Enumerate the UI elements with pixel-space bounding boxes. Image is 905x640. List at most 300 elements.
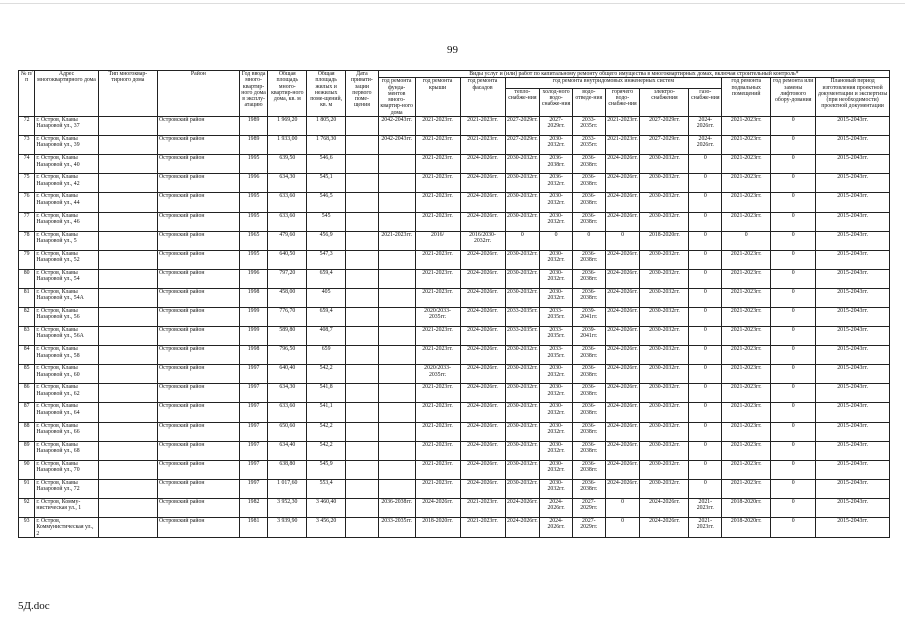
cell-residential-area: 541,1 bbox=[307, 403, 346, 422]
cell-gas: 2024-2026гг. bbox=[689, 117, 722, 136]
cell-privatization bbox=[346, 288, 379, 307]
cell-cold-water: 2030-2032гг. bbox=[540, 288, 573, 307]
cell-elevator: 0 bbox=[771, 365, 816, 384]
cell-elevator: 0 bbox=[771, 269, 816, 288]
cell-electricity: 2024-2026гг. bbox=[640, 498, 689, 517]
cell-roof: 2021-2023гг. bbox=[415, 136, 460, 155]
cell-privatization bbox=[346, 441, 379, 460]
cell-house-type bbox=[98, 327, 157, 346]
cell-district: Островский район bbox=[158, 518, 240, 538]
cell-roof: 2021-2023гг. bbox=[415, 346, 460, 365]
cell-electricity: 2018-2020гг. bbox=[640, 231, 689, 250]
cell-hot-water: 2024-2026гг. bbox=[605, 327, 640, 346]
cell-house-type bbox=[98, 117, 157, 136]
cell-facade: 2024-2026гг. bbox=[460, 384, 505, 403]
cell-foundation bbox=[378, 212, 415, 231]
cell-total-area: 634,30 bbox=[268, 174, 307, 193]
cell-foundation bbox=[378, 384, 415, 403]
cell-gas: 0 bbox=[689, 365, 722, 384]
cell-electricity: 2030-2032гг. bbox=[640, 441, 689, 460]
cell-planned: 2015-2043гг. bbox=[816, 155, 890, 174]
cell-heat: 2030-2032гг. bbox=[505, 365, 540, 384]
cell-planned: 2015-2043гг. bbox=[816, 498, 890, 517]
cell-address: г. Остров, Коммунистическая ул., 2 bbox=[35, 518, 98, 538]
cell-residential-area: 545,9 bbox=[307, 460, 346, 479]
cell-year: 1989 bbox=[239, 117, 268, 136]
cell-planned: 2015-2043гг. bbox=[816, 346, 890, 365]
cell-hot-water: 2024-2026гг. bbox=[605, 174, 640, 193]
cell-roof: 2021-2023гг. bbox=[415, 155, 460, 174]
cell-elevator: 0 bbox=[771, 308, 816, 327]
cell-num: 88 bbox=[19, 422, 35, 441]
cell-cold-water: 2030-2032гг. bbox=[540, 193, 573, 212]
cell-total-area: 776,70 bbox=[268, 308, 307, 327]
cell-year: 1997 bbox=[239, 422, 268, 441]
cell-cold-water: 2036-2038гг. bbox=[540, 155, 573, 174]
cell-address: г. Остров, Клавы Назаровой ул., 66 bbox=[35, 422, 98, 441]
cell-cold-water: 2030-2032гг. bbox=[540, 441, 573, 460]
cell-roof: 2018-2020гг. bbox=[415, 518, 460, 538]
cell-address: г. Остров, Клавы Назаровой ул., 60 bbox=[35, 365, 98, 384]
cell-heat: 2030-2032гг. bbox=[505, 346, 540, 365]
cell-foundation bbox=[378, 174, 415, 193]
cell-facade: 2024-2026гг. bbox=[460, 346, 505, 365]
cell-address: г. Остров, Комму-нистическая ул., 1 bbox=[35, 498, 98, 517]
cell-planned: 2015-2043гг. bbox=[816, 193, 890, 212]
cell-district: Островский район bbox=[158, 460, 240, 479]
cell-total-area: 634,40 bbox=[268, 441, 307, 460]
col-gas: газо-снабже-ния bbox=[689, 88, 722, 116]
cell-hot-water: 2021-2023гг. bbox=[605, 117, 640, 136]
cell-roof: 2021-2023гг. bbox=[415, 384, 460, 403]
table-row bbox=[19, 384, 890, 403]
cell-foundation bbox=[378, 327, 415, 346]
cell-hot-water: 2024-2026гг. bbox=[605, 250, 640, 269]
cell-year: 1995 bbox=[239, 250, 268, 269]
cell-residential-area: 542,2 bbox=[307, 365, 346, 384]
cell-electricity: 2027-2029гг. bbox=[640, 136, 689, 155]
cell-facade: 2024-2026гг. bbox=[460, 250, 505, 269]
cell-total-area: 633,60 bbox=[268, 193, 307, 212]
cell-cold-water: 2024-2026гг. bbox=[540, 498, 573, 517]
footer-filename: 5Д.doc bbox=[18, 600, 50, 612]
cell-residential-area: 545 bbox=[307, 212, 346, 231]
cell-address: г. Остров, Клавы Назаровой ул., 44 bbox=[35, 193, 98, 212]
cell-planned: 2015-2043гг. bbox=[816, 308, 890, 327]
cell-cold-water: 2030-2032гг. bbox=[540, 384, 573, 403]
cell-planned: 2015-2043гг. bbox=[816, 441, 890, 460]
cell-elevator: 0 bbox=[771, 518, 816, 538]
cell-total-area: 640,40 bbox=[268, 365, 307, 384]
cell-drainage: 2036-2038гг. bbox=[572, 403, 605, 422]
cell-basement: 2021-2023гг. bbox=[722, 308, 771, 327]
cell-num: 87 bbox=[19, 403, 35, 422]
cell-gas: 0 bbox=[689, 269, 722, 288]
cell-residential-area: 659 bbox=[307, 346, 346, 365]
table-row bbox=[19, 250, 890, 269]
cell-year: 1965 bbox=[239, 231, 268, 250]
cell-facade: 2024-2026гг. bbox=[460, 327, 505, 346]
cell-privatization bbox=[346, 212, 379, 231]
cell-elevator: 0 bbox=[771, 479, 816, 498]
cell-privatization bbox=[346, 479, 379, 498]
cell-electricity: 2030-2032гг. bbox=[640, 174, 689, 193]
cell-district: Островский район bbox=[158, 403, 240, 422]
cell-planned: 2015-2043гг. bbox=[816, 365, 890, 384]
cell-cold-water: 2033-2035гг. bbox=[540, 327, 573, 346]
cell-privatization bbox=[346, 498, 379, 517]
cell-basement: 2021-2023гг. bbox=[722, 346, 771, 365]
cell-house-type bbox=[98, 288, 157, 307]
cell-residential-area: 1 805,20 bbox=[307, 117, 346, 136]
cell-address: г. Остров, Клавы Назаровой ул., 70 bbox=[35, 460, 98, 479]
col-group-engineering: год ремонта внутридомовых инженерных систем bbox=[505, 78, 722, 88]
cell-gas: 2024-2026гг. bbox=[689, 136, 722, 155]
cell-drainage: 2027-2029гг. bbox=[572, 518, 605, 538]
cell-residential-area: 541,8 bbox=[307, 384, 346, 403]
cell-privatization bbox=[346, 460, 379, 479]
cell-elevator: 0 bbox=[771, 136, 816, 155]
cell-facade: 2024-2026гг. bbox=[460, 479, 505, 498]
cell-privatization bbox=[346, 327, 379, 346]
cell-electricity: 2030-2032гг. bbox=[640, 250, 689, 269]
cell-basement: 2021-2023гг. bbox=[722, 327, 771, 346]
cell-num: 86 bbox=[19, 384, 35, 403]
cell-planned: 2015-2043гг. bbox=[816, 231, 890, 250]
cell-electricity: 2030-2032гг. bbox=[640, 384, 689, 403]
cell-total-area: 3 952,30 bbox=[268, 498, 307, 517]
cell-drainage: 2036-2038гг. bbox=[572, 460, 605, 479]
cell-basement: 2021-2023гг. bbox=[722, 288, 771, 307]
cell-cold-water: 2033-2035гг. bbox=[540, 308, 573, 327]
cell-house-type bbox=[98, 346, 157, 365]
cell-num: 80 bbox=[19, 269, 35, 288]
cell-year: 1997 bbox=[239, 403, 268, 422]
cell-facade: 2024-2026гг. bbox=[460, 422, 505, 441]
table-row bbox=[19, 231, 890, 250]
cell-planned: 2015-2043гг. bbox=[816, 422, 890, 441]
cell-total-area: 633,60 bbox=[268, 403, 307, 422]
cell-district: Островский район bbox=[158, 346, 240, 365]
cell-elevator: 0 bbox=[771, 403, 816, 422]
cell-elevator: 0 bbox=[771, 174, 816, 193]
cell-drainage: 0 bbox=[572, 231, 605, 250]
cell-facade: 2024-2026гг. bbox=[460, 365, 505, 384]
table-body bbox=[19, 117, 890, 538]
col-year: Год ввода много-квартир-ного дома в эксплу-атацию bbox=[239, 71, 268, 117]
cell-basement: 2021-2023гг. bbox=[722, 365, 771, 384]
cell-heat: 2030-2032гг. bbox=[505, 250, 540, 269]
col-electricity: электро-снабжения bbox=[640, 88, 689, 116]
cell-electricity: 2030-2032гг. bbox=[640, 460, 689, 479]
cell-year: 1996 bbox=[239, 269, 268, 288]
cell-heat: 2033-2035гг. bbox=[505, 327, 540, 346]
cell-district: Островский район bbox=[158, 231, 240, 250]
cell-roof: 2021-2023гг. bbox=[415, 327, 460, 346]
cell-address: г. Остров, Клавы Назаровой ул., 62 bbox=[35, 384, 98, 403]
table-row bbox=[19, 441, 890, 460]
cell-roof: 2021-2023гг. bbox=[415, 403, 460, 422]
cell-gas: 0 bbox=[689, 231, 722, 250]
cell-cold-water: 2030-2032гг. bbox=[540, 250, 573, 269]
cell-basement: 2021-2023гг. bbox=[722, 250, 771, 269]
cell-total-area: 640,50 bbox=[268, 250, 307, 269]
cell-address: г. Остров, Клавы Назаровой ул., 42 bbox=[35, 174, 98, 193]
cell-basement: 2021-2023гг. bbox=[722, 269, 771, 288]
cell-gas: 0 bbox=[689, 460, 722, 479]
cell-cold-water: 2030-2032гг. bbox=[540, 422, 573, 441]
cell-residential-area: 546,6 bbox=[307, 155, 346, 174]
cell-foundation bbox=[378, 269, 415, 288]
cell-electricity: 2027-2029гг. bbox=[640, 117, 689, 136]
cell-electricity: 2030-2032гг. bbox=[640, 193, 689, 212]
cell-electricity: 2030-2032гг. bbox=[640, 155, 689, 174]
cell-residential-area: 547,3 bbox=[307, 250, 346, 269]
cell-cold-water: 2030-2032гг. bbox=[540, 136, 573, 155]
cell-roof: 2024-2026гг. bbox=[415, 498, 460, 517]
cell-cold-water: 2030-2032гг. bbox=[540, 365, 573, 384]
table-row bbox=[19, 346, 890, 365]
cell-privatization bbox=[346, 308, 379, 327]
cell-num: 74 bbox=[19, 155, 35, 174]
cell-year: 1998 bbox=[239, 346, 268, 365]
cell-house-type bbox=[98, 212, 157, 231]
cell-roof: 2021-2023гг. bbox=[415, 288, 460, 307]
cell-total-area: 797,20 bbox=[268, 269, 307, 288]
cell-house-type bbox=[98, 174, 157, 193]
cell-facade: 2024-2026гг. bbox=[460, 288, 505, 307]
cell-district: Островский район bbox=[158, 117, 240, 136]
cell-house-type bbox=[98, 365, 157, 384]
cell-num: 73 bbox=[19, 136, 35, 155]
cell-gas: 0 bbox=[689, 441, 722, 460]
cell-privatization bbox=[346, 365, 379, 384]
cell-district: Островский район bbox=[158, 136, 240, 155]
cell-heat: 2030-2032гг. bbox=[505, 460, 540, 479]
cell-total-area: 479,60 bbox=[268, 231, 307, 250]
cell-elevator: 0 bbox=[771, 155, 816, 174]
cell-address: г. Остров, Клавы Назаровой ул., 54А bbox=[35, 288, 98, 307]
cell-address: г. Остров, Клавы Назаровой ул., 56А bbox=[35, 327, 98, 346]
cell-planned: 2015-2043гг. bbox=[816, 384, 890, 403]
cell-year: 1998 bbox=[239, 288, 268, 307]
cell-address: г. Остров, Клавы Назаровой ул., 52 bbox=[35, 250, 98, 269]
cell-total-area: 1 933,00 bbox=[268, 136, 307, 155]
cell-total-area: 796,50 bbox=[268, 346, 307, 365]
cell-foundation bbox=[378, 403, 415, 422]
cell-privatization bbox=[346, 403, 379, 422]
cell-heat: 2030-2032гг. bbox=[505, 155, 540, 174]
cell-num: 82 bbox=[19, 308, 35, 327]
cell-drainage: 2036-2038гг. bbox=[572, 288, 605, 307]
cell-gas: 0 bbox=[689, 327, 722, 346]
cell-facade: 2021-2023гг. bbox=[460, 136, 505, 155]
cell-basement: 2021-2023гг. bbox=[722, 384, 771, 403]
cell-residential-area: 3 460,40 bbox=[307, 498, 346, 517]
cell-house-type bbox=[98, 384, 157, 403]
cell-house-type bbox=[98, 460, 157, 479]
cell-total-area: 1 969,20 bbox=[268, 117, 307, 136]
cell-heat: 0 bbox=[505, 231, 540, 250]
cell-basement: 2021-2023гг. bbox=[722, 117, 771, 136]
cell-hot-water: 0 bbox=[605, 231, 640, 250]
col-residential-area: Общая площадь жилых и нежилых поме-щений, кв. м bbox=[307, 71, 346, 117]
cell-foundation bbox=[378, 155, 415, 174]
cell-basement: 2021-2023гг. bbox=[722, 155, 771, 174]
cell-year: 1982 bbox=[239, 498, 268, 517]
cell-foundation: 2042-2043гг. bbox=[378, 117, 415, 136]
cell-house-type bbox=[98, 193, 157, 212]
cell-electricity: 2030-2032гг. bbox=[640, 365, 689, 384]
cell-gas: 0 bbox=[689, 174, 722, 193]
cell-planned: 2015-2043гг. bbox=[816, 250, 890, 269]
cell-facade: 2024-2026гг. bbox=[460, 212, 505, 231]
cell-year: 1997 bbox=[239, 384, 268, 403]
table-row bbox=[19, 193, 890, 212]
cell-electricity: 2030-2032гг. bbox=[640, 422, 689, 441]
col-privatization: Дата привати-зации первого поме-щения bbox=[346, 71, 379, 117]
cell-year: 1981 bbox=[239, 518, 268, 538]
cell-foundation bbox=[378, 193, 415, 212]
cell-drainage: 2036-2038гг. bbox=[572, 422, 605, 441]
cell-elevator: 0 bbox=[771, 422, 816, 441]
cell-drainage: 2033-2035гг. bbox=[572, 117, 605, 136]
cell-heat: 2024-2026гг. bbox=[505, 518, 540, 538]
table-row bbox=[19, 269, 890, 288]
cell-gas: 0 bbox=[689, 422, 722, 441]
cell-basement: 2018-2020гг. bbox=[722, 498, 771, 517]
cell-address: г. Остров, Клавы Назаровой ул., 56 bbox=[35, 308, 98, 327]
cell-total-area: 633,60 bbox=[268, 212, 307, 231]
cell-hot-water: 0 bbox=[605, 518, 640, 538]
col-house-type: Тип многоквар-тирного дома bbox=[98, 71, 157, 117]
cell-planned: 2015-2043гг. bbox=[816, 212, 890, 231]
cell-roof: 2020/2033-2035гг. bbox=[415, 308, 460, 327]
cell-total-area: 638,80 bbox=[268, 460, 307, 479]
cell-residential-area: 3 456,20 bbox=[307, 518, 346, 538]
cell-heat: 2030-2032гг. bbox=[505, 174, 540, 193]
cell-facade: 2024-2026гг. bbox=[460, 269, 505, 288]
cell-foundation: 2036-2038гг. bbox=[378, 498, 415, 517]
cell-electricity: 2030-2032гг. bbox=[640, 269, 689, 288]
cell-roof: 2021-2023гг. bbox=[415, 422, 460, 441]
col-foundation: год ремонта фунда-ментов много-квартир-ного дома bbox=[378, 78, 415, 117]
cell-electricity: 2030-2032гг. bbox=[640, 327, 689, 346]
cell-hot-water: 2024-2026гг. bbox=[605, 346, 640, 365]
cell-total-area: 650,60 bbox=[268, 422, 307, 441]
cell-roof: 2021-2023гг. bbox=[415, 250, 460, 269]
cell-hot-water: 2024-2026гг. bbox=[605, 479, 640, 498]
cell-roof: 2021-2023гг. bbox=[415, 269, 460, 288]
cell-drainage: 2036-2038гг. bbox=[572, 212, 605, 231]
cell-district: Островский район bbox=[158, 174, 240, 193]
cell-roof: 2020/2033-2035гг. bbox=[415, 365, 460, 384]
cell-drainage: 2039-2041гг. bbox=[572, 327, 605, 346]
cell-elevator: 0 bbox=[771, 346, 816, 365]
cell-district: Островский район bbox=[158, 308, 240, 327]
cell-drainage: 2036-2038гг. bbox=[572, 174, 605, 193]
cell-heat: 2030-2032гг. bbox=[505, 384, 540, 403]
cell-drainage: 2036-2038гг. bbox=[572, 479, 605, 498]
cell-heat: 2033-2035гг. bbox=[505, 308, 540, 327]
cell-year: 1997 bbox=[239, 365, 268, 384]
cell-district: Островский район bbox=[158, 155, 240, 174]
cell-basement: 2021-2023гг. bbox=[722, 441, 771, 460]
cell-facade: 2024-2026гг. bbox=[460, 174, 505, 193]
cell-residential-area: 659,4 bbox=[307, 269, 346, 288]
table-header bbox=[19, 71, 890, 117]
cell-planned: 2015-2043гг. bbox=[816, 460, 890, 479]
cell-address: г. Остров, Клавы Назаровой ул., 64 bbox=[35, 403, 98, 422]
cell-num: 76 bbox=[19, 193, 35, 212]
cell-heat: 2024-2026гг. bbox=[505, 498, 540, 517]
cell-gas: 2021-2023гг. bbox=[689, 518, 722, 538]
cell-hot-water: 2024-2026гг. bbox=[605, 460, 640, 479]
cell-cold-water: 2036-2032гг. bbox=[540, 174, 573, 193]
cell-num: 89 bbox=[19, 441, 35, 460]
col-elevator: год ремонта или замены лифтового обору-дования bbox=[771, 78, 816, 117]
cell-foundation bbox=[378, 422, 415, 441]
cell-house-type bbox=[98, 250, 157, 269]
cell-privatization bbox=[346, 174, 379, 193]
cell-heat: 2030-2032гг. bbox=[505, 193, 540, 212]
cell-elevator: 0 bbox=[771, 250, 816, 269]
cell-roof: 2021-2023гг. bbox=[415, 193, 460, 212]
cell-num: 72 bbox=[19, 117, 35, 136]
cell-basement: 2021-2023гг. bbox=[722, 479, 771, 498]
cell-num: 84 bbox=[19, 346, 35, 365]
cell-drainage: 2027-2029гг. bbox=[572, 498, 605, 517]
col-facade: год ремонта фасадов bbox=[460, 78, 505, 117]
cell-address: г. Остров, Клавы Назаровой ул., 39 bbox=[35, 136, 98, 155]
cell-district: Островский район bbox=[158, 365, 240, 384]
cell-district: Островский район bbox=[158, 384, 240, 403]
table-row bbox=[19, 365, 890, 384]
cell-cold-water: 2030-2032гг. bbox=[540, 269, 573, 288]
table-row bbox=[19, 117, 890, 136]
cell-num: 78 bbox=[19, 231, 35, 250]
cell-num: 83 bbox=[19, 327, 35, 346]
cell-planned: 2015-2043гг. bbox=[816, 518, 890, 538]
cell-foundation bbox=[378, 250, 415, 269]
cell-drainage: 2036-2038гг. bbox=[572, 193, 605, 212]
cell-gas: 0 bbox=[689, 384, 722, 403]
cell-num: 75 bbox=[19, 174, 35, 193]
cell-privatization bbox=[346, 269, 379, 288]
cell-total-area: 1 017,60 bbox=[268, 479, 307, 498]
cell-hot-water: 0 bbox=[605, 498, 640, 517]
table-row bbox=[19, 498, 890, 517]
cell-house-type bbox=[98, 441, 157, 460]
scan-edge-line bbox=[0, 3, 905, 4]
cell-foundation: 2042-2043гг. bbox=[378, 136, 415, 155]
cell-drainage: 2036-2038гг. bbox=[572, 269, 605, 288]
cell-house-type bbox=[98, 269, 157, 288]
cell-elevator: 0 bbox=[771, 193, 816, 212]
cell-drainage: 2039-2041гг. bbox=[572, 308, 605, 327]
cell-num: 81 bbox=[19, 288, 35, 307]
cell-hot-water: 2024-2026гг. bbox=[605, 269, 640, 288]
cell-hot-water: 2024-2026гг. bbox=[605, 155, 640, 174]
table-row bbox=[19, 288, 890, 307]
cell-facade: 2024-2026гг. bbox=[460, 441, 505, 460]
cell-basement: 2021-2023гг. bbox=[722, 460, 771, 479]
cell-num: 79 bbox=[19, 250, 35, 269]
cell-total-area: 639,50 bbox=[268, 155, 307, 174]
table-row bbox=[19, 403, 890, 422]
cell-drainage: 2036-2038гг. bbox=[572, 384, 605, 403]
cell-district: Островский район bbox=[158, 288, 240, 307]
